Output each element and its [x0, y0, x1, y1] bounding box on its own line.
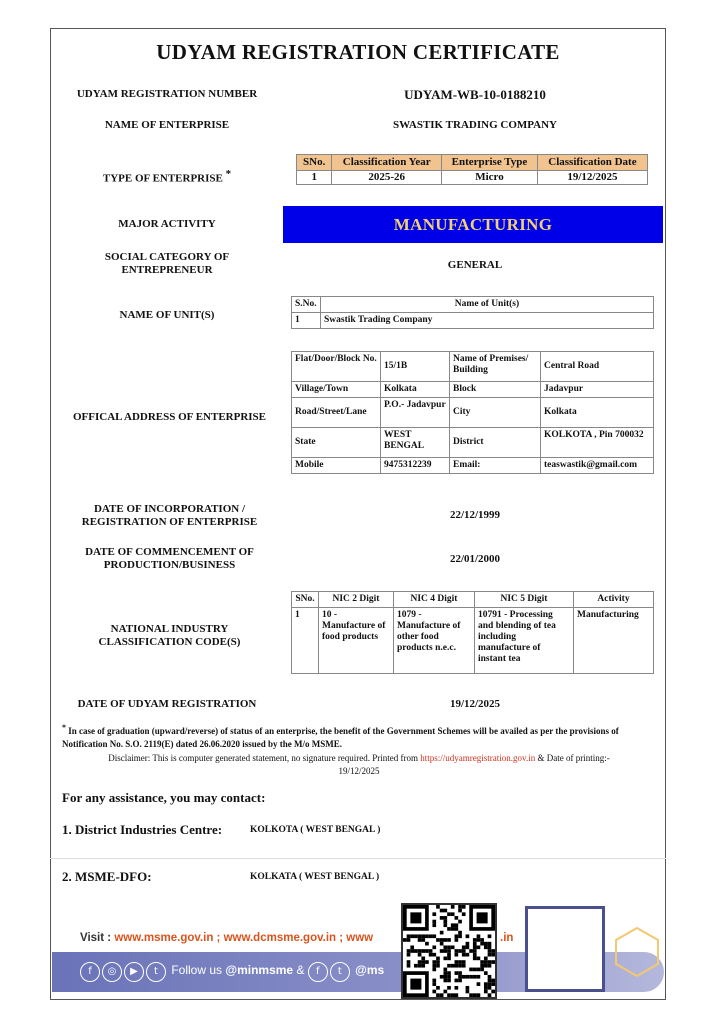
divider [50, 858, 666, 859]
qr-code [401, 903, 497, 999]
nic-header: SNo. [292, 592, 319, 608]
facebook-icon[interactable]: f [80, 962, 100, 982]
units-label: NAME OF UNIT(S) [119, 309, 215, 321]
commencement-label: DATE OF COMMENCEMENT OF PRODUCTION/BUSINESS [85, 546, 254, 571]
units-header-name: Name of Unit(s) [321, 297, 654, 313]
nic-header: NIC 4 Digit [394, 592, 475, 608]
hexagon-decoration [612, 926, 662, 986]
enterprise-type-table [296, 154, 648, 185]
table-row [292, 428, 654, 458]
social-category-label: SOCIAL CATEGORY OF ENTREPRENEUR [104, 251, 230, 276]
units-cell-sno: 1 [292, 313, 321, 329]
visit-line: Visit : www.msme.gov.in ; www.dcmsme.gov.in ; www [80, 932, 374, 944]
address-table [291, 351, 654, 474]
major-activity-label: MAJOR ACTIVITY [118, 218, 216, 230]
table-row [292, 458, 654, 474]
type-header-date: Classification Date [537, 155, 647, 171]
reg-number-label: UDYAM REGISTRATION NUMBER [76, 88, 258, 100]
reg-number-value: UDYAM-WB-10-0188210 [404, 87, 546, 102]
udyam-date-label: DATE OF UDYAM REGISTRATION [77, 698, 257, 710]
nic-cell: Manufacturing [574, 608, 654, 674]
address-cell: Kolkata [381, 382, 450, 398]
table-row [292, 398, 654, 428]
address-label: OFFICAL ADDRESS OF ENTERPRISE [72, 411, 267, 423]
major-activity-value: MANUFACTURING [283, 206, 663, 243]
address-cell: Mobile [292, 458, 381, 474]
udyam-link[interactable]: https://udyamregistration.gov.in [420, 753, 536, 763]
units-table [291, 296, 654, 329]
type-cell-date: 19/12/2025 [537, 171, 647, 185]
nic-header: NIC 2 Digit [319, 592, 394, 608]
dfo-label: 2. MSME-DFO: [62, 869, 152, 884]
address-cell: District [450, 428, 541, 458]
table-row [297, 171, 648, 185]
address-cell: Flat/Door/Block No. [292, 352, 381, 382]
enterprise-name-value: SWASTIK TRADING COMPANY [392, 119, 557, 131]
type-cell-type: Micro [442, 171, 538, 185]
type-cell-sno: 1 [297, 171, 332, 185]
table-row [292, 313, 654, 329]
table-row [292, 382, 654, 398]
footnote-star: * [225, 168, 232, 180]
table-row [292, 352, 654, 382]
nic-label: NATIONAL INDUSTRY CLASSIFICATION CODE(S) [98, 623, 241, 648]
address-cell: Name of Premises/ Building [450, 352, 541, 382]
address-cell: 9475312239 [381, 458, 450, 474]
twitter-icon[interactable]: t [330, 962, 350, 982]
type-header-year: Classification Year [332, 155, 442, 171]
enterprise-type-label: TYPE OF ENTERPRISE * [102, 168, 232, 185]
dic-label: 1. District Industries Centre: [62, 822, 223, 837]
nic-table [291, 591, 654, 674]
units-cell-name: Swastik Trading Company [321, 313, 654, 329]
nic-cell: 1079 - Manufacture of other food products n.e.c. [394, 608, 475, 674]
nic-cell: 1 [292, 608, 319, 674]
address-cell: Email: [450, 458, 541, 474]
visit-links[interactable]: www.msme.gov.in ; www.dcmsme.gov.in ; www [114, 932, 374, 944]
nic-header: NIC 5 Digit [475, 592, 574, 608]
address-cell: teaswastik@gmail.com [541, 458, 654, 474]
address-cell: 15/1B [381, 352, 450, 382]
graduation-note: * In case of graduation (upward/reverse) of status of an enterprise, the benefit of the Government Schemes will be availed as per the provisions of Notification No. S.O. 2119(E) dated 26.06.2020 issued by the M/o MSME. [62, 723, 619, 749]
instagram-icon[interactable]: ◎ [102, 962, 122, 982]
address-cell: KOLKOTA , Pin 700032 [541, 428, 654, 458]
type-header-sno: SNo. [297, 155, 332, 171]
address-cell: P.O.- Jadavpur [381, 398, 450, 428]
type-cell-year: 2025-26 [332, 171, 442, 185]
address-cell: Village/Town [292, 382, 381, 398]
table-row [292, 608, 654, 674]
enterprise-name-label: NAME OF ENTERPRISE [104, 119, 230, 131]
handle-2: @ms [355, 963, 385, 977]
handle: @minmsme [225, 963, 294, 977]
address-cell: WEST BENGAL [381, 428, 450, 458]
units-header-sno: S.No. [292, 297, 321, 313]
incorporation-value: 22/12/1999 [449, 509, 501, 521]
address-cell: Central Road [541, 352, 654, 382]
social-category-value: GENERAL [447, 259, 503, 271]
address-cell: State [292, 428, 381, 458]
twitter-icon[interactable]: t [146, 962, 166, 982]
type-header-type: Enterprise Type [442, 155, 538, 171]
address-cell: Jadavpur [541, 382, 654, 398]
youtube-icon[interactable]: ▶ [124, 962, 144, 982]
nic-header: Activity [574, 592, 654, 608]
nic-cell: 10791 - Processing and blending of tea including manufacture of instant tea [475, 608, 574, 674]
contact-heading: For any assistance, you may contact: [62, 790, 266, 805]
nic-cell: 10 - Manufacture of food products [319, 608, 394, 674]
address-cell: Road/Street/Lane [292, 398, 381, 428]
social-row: f ◎ ▶ t Follow us @minmsme & f t @ms [80, 962, 384, 982]
address-cell: Block [450, 382, 541, 398]
incorporation-label: DATE OF INCORPORATION / REGISTRATION OF ENTERPRISE [81, 503, 258, 528]
address-cell: City [450, 398, 541, 428]
certificate-title: UDYAM REGISTRATION CERTIFICATE [156, 40, 560, 64]
udyam-date-value: 19/12/2025 [449, 698, 501, 710]
facebook-icon[interactable]: f [308, 962, 328, 982]
address-cell: Kolkata [541, 398, 654, 428]
dfo-value: KOLKATA ( WEST BENGAL ) [250, 872, 380, 882]
disclaimer: Disclaimer: This is computer generated statement, no signature required. Printed from https://udyamregistration.gov.in & Date of printing:- 19/12/2025 [108, 753, 610, 776]
commencement-value: 22/01/2000 [449, 553, 501, 565]
photo-placeholder [525, 906, 605, 992]
dic-value: KOLKOTA ( WEST BENGAL ) [250, 825, 381, 835]
visit-tail: .in [500, 932, 514, 944]
